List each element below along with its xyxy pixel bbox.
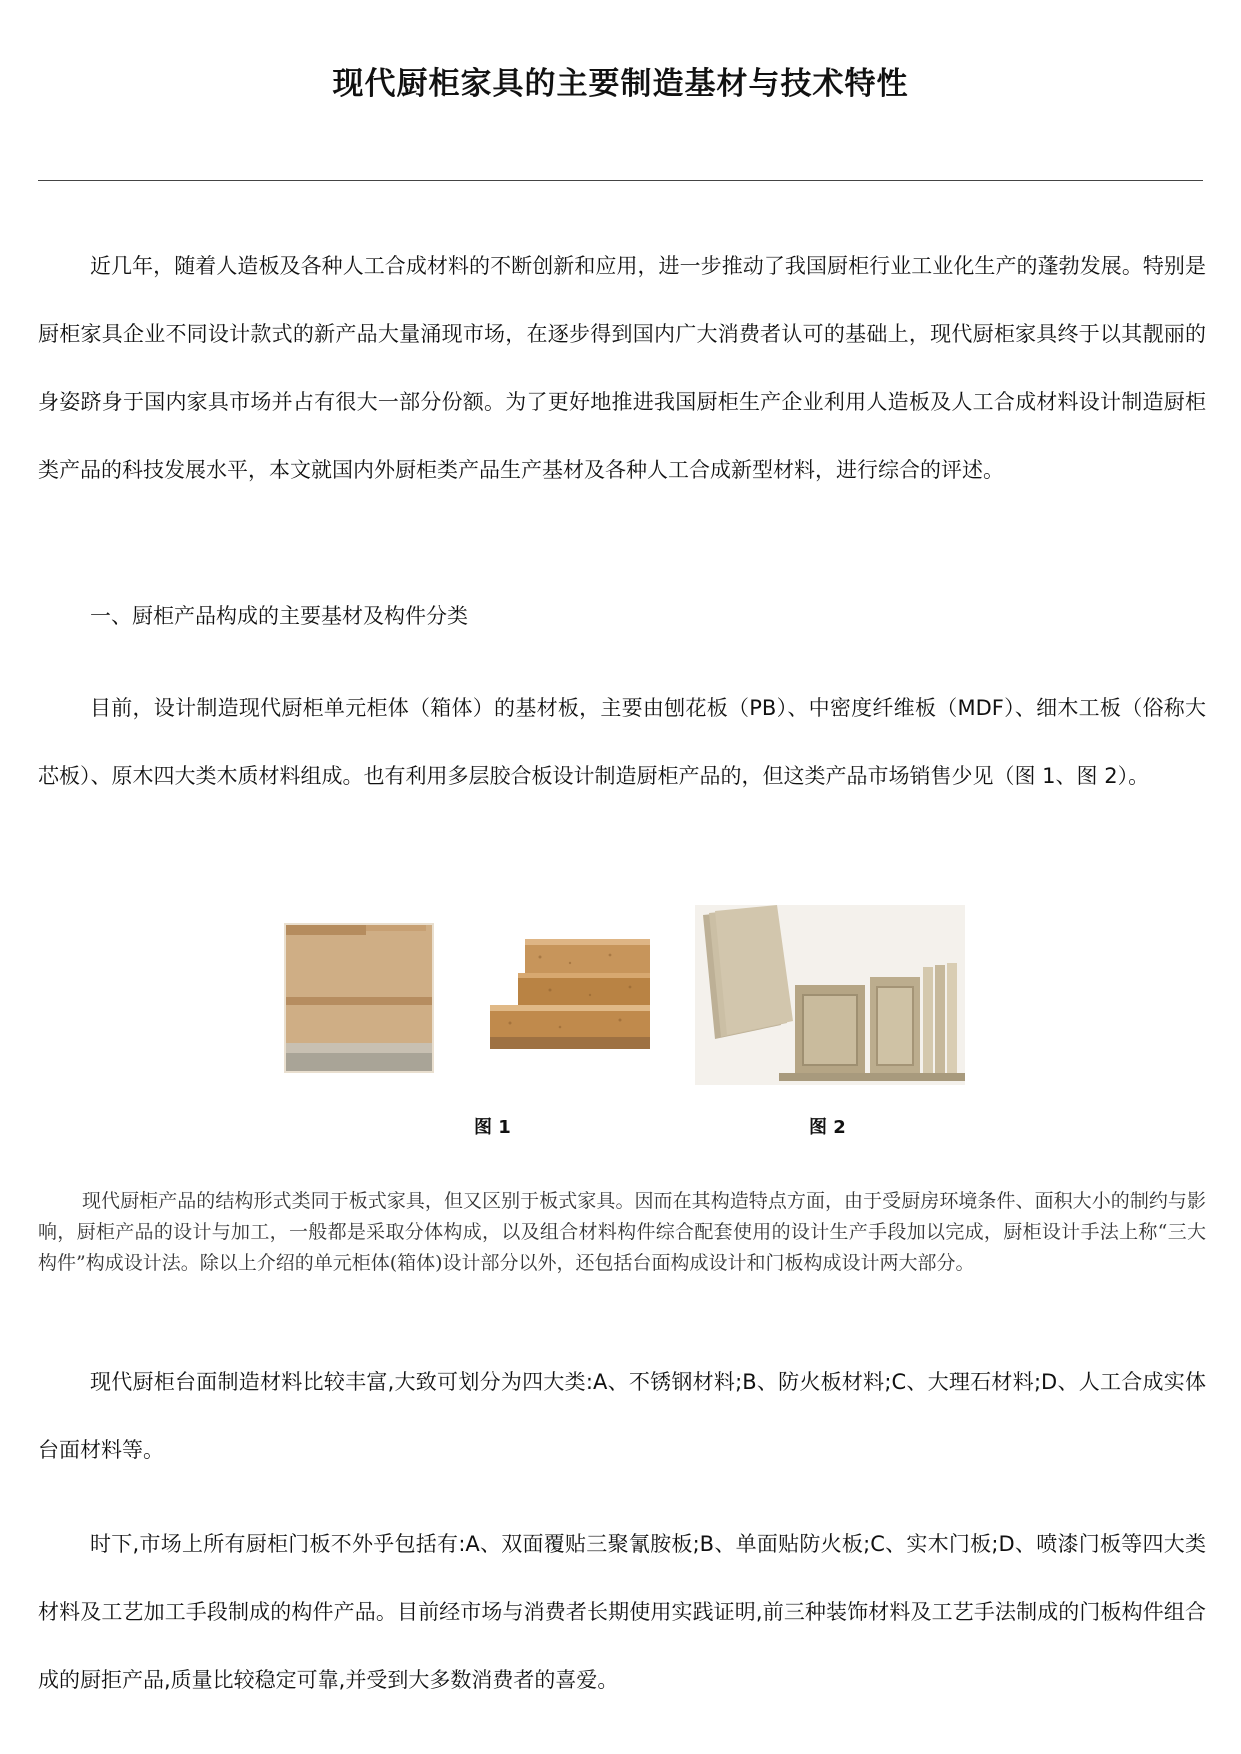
materials-paragraph: 目前，设计制造现代厨柜单元柜体（箱体）的基材板，主要由刨花板（PB）、中密度纤维板（MDF）、细木工板（俗称大芯板）、原木四大类木质材料组成。也有利用多层胶合板设计制造厨柜产品的，但这类产品市场销售少见（图 1、图 2）。: [38, 696, 1206, 788]
structure-paragraph: 现代厨柜产品的结构形式类同于板式家具，但又区别于板式家具。因而在其构造特点方面，由于受厨房环境条件、面积大小的制约与影响，厨柜产品的设计与加工，一般都是采取分体构成，以及组合材料构件综合配套使用的设计生产手段加以完成，厨柜设计手法上称“三大构件”构成设计法。除以上介绍的单元柜体(箱体)设计部分以外，还包括台面构成设计和门板构成设计两大部分。: [38, 1190, 1206, 1274]
figure-2-caption: 图 2: [809, 1117, 846, 1138]
figure-2-image: [695, 905, 965, 1085]
page-title: 现代厨柜家具的主要制造基材与技术特性: [332, 66, 909, 102]
section-heading-1: 一、厨柜产品构成的主要基材及构件分类: [90, 604, 468, 628]
intro-paragraph: 近几年，随着人造板及各种人工合成材料的不断创新和应用，进一步推动了我国厨柜行业工业化生产的蓬勃发展。特别是厨柜家具企业不同设计款式的新产品大量涌现市场，在逐步得到国内广大消费者认可的基础上，现代厨柜家具终于以其靓丽的身姿跻身于国内家具市场并占有很大一部分份额。为了更好地推进我国厨柜生产企业利用人造板及人工合成材料设计制造厨柜类产品的科技发展水平，本文就国内外厨柜类产品生产基材及各种人工合成新型材料，进行综合的评述。: [38, 254, 1206, 482]
title-divider: [38, 180, 1203, 181]
countertop-paragraph: 现代厨柜台面制造材料比较丰富,大致可划分为四大类:A、不锈钢材料;B、防火板材料;C、大理石材料;D、人工合成实体台面材料等。: [38, 1370, 1206, 1462]
doors-paragraph: 时下,市场上所有厨柜门板不外乎包括有:A、双面覆贴三聚氰胺板;B、单面贴防火板;C、实木门板;D、喷漆门板等四大类材料及工艺加工手段制成的构件产品。目前经市场与消费者长期使用实践证明,前三种装饰材料及工艺手法制成的门板构件组合成的厨拒产品,质量比较稳定可靠,并受到大多数消费者的喜爱。: [38, 1532, 1206, 1692]
figure-1-image: [280, 905, 660, 1085]
figure-1-caption: 图 1: [474, 1117, 511, 1138]
